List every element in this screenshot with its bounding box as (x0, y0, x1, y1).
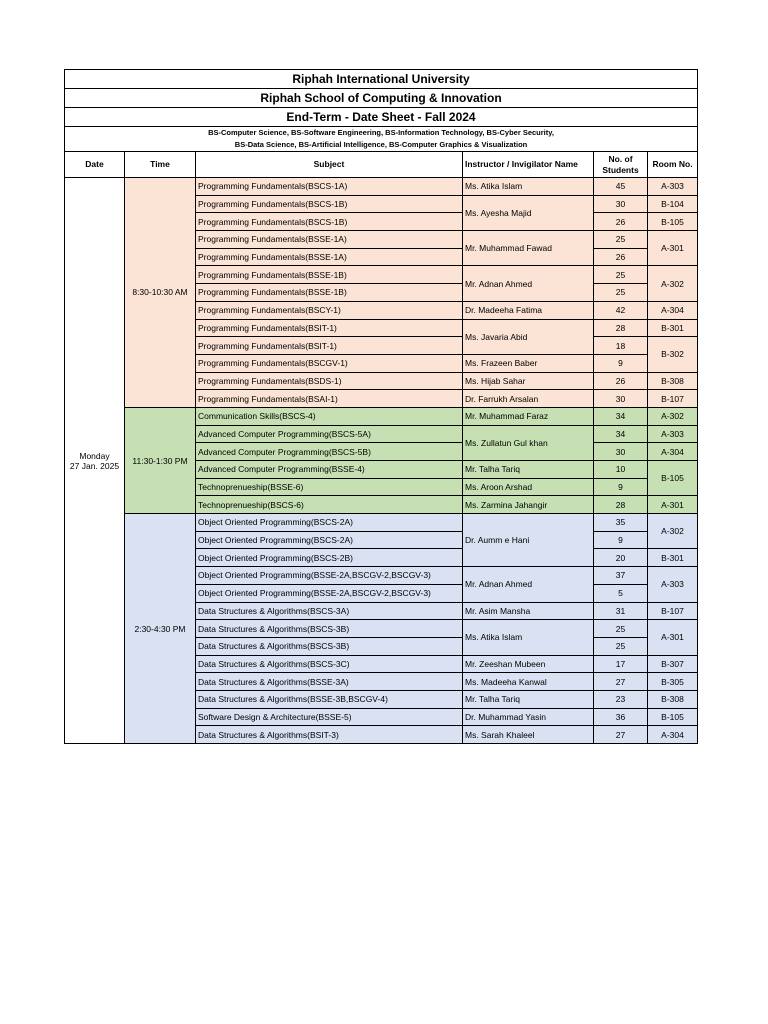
students-count-cell: 31 (594, 602, 648, 620)
time-column-header: Time (125, 152, 196, 178)
room-cell: B-105 (648, 213, 698, 231)
subject-cell: Advanced Computer Programming(BSSE-4) (196, 461, 463, 479)
room-cell: B-105 (648, 708, 698, 726)
programs-list (65, 127, 698, 152)
instructor-cell: Ms. Sarah Khaleel (463, 726, 594, 744)
students-header-line-2: Students (602, 164, 639, 175)
instructor-cell: Mr. Muhammad Fawad (463, 231, 594, 266)
instructor-cell: Ms. Frazeen Baber (463, 354, 594, 372)
students-count-cell: 30 (594, 195, 648, 213)
instructor-cell: Mr. Talha Tariq (463, 461, 594, 479)
subject-cell: Technoprenueship(BSSE-6) (196, 478, 463, 496)
students-count-cell: 36 (594, 708, 648, 726)
room-cell: A-303 (648, 425, 698, 443)
students-column-header (594, 152, 648, 178)
students-count-cell: 17 (594, 655, 648, 673)
room-cell: B-308 (648, 690, 698, 708)
subject-cell: Object Oriented Programming(BSSE-2A,BSCGV-2,BSCGV-3) (196, 584, 463, 602)
room-column-header: Room No. (648, 152, 698, 178)
instructor-cell: Mr. Asim Mansha (463, 602, 594, 620)
students-count-cell: 25 (594, 284, 648, 302)
subject-cell: Software Design & Architecture(BSSE-5) (196, 708, 463, 726)
subject-cell: Data Structures & Algorithms(BSSE-3A) (196, 673, 463, 691)
time-slot-cell: 8:30-10:30 AM (125, 178, 196, 408)
students-count-cell: 25 (594, 266, 648, 284)
time-slot-cell: 11:30-1:30 PM (125, 407, 196, 513)
students-header-line-1: No. of (608, 153, 633, 164)
date-sheet-table (64, 69, 698, 744)
subject-cell: Programming Fundamentals(BSCS-1A) (196, 178, 463, 196)
subject-cell: Data Structures & Algorithms(BSIT-3) (196, 726, 463, 744)
students-count-cell: 30 (594, 443, 648, 461)
room-cell: A-302 (648, 407, 698, 425)
university-title: Riphah International University (65, 70, 698, 89)
room-cell: A-302 (648, 266, 698, 301)
subject-cell: Communication Skills(BSCS-4) (196, 407, 463, 425)
room-cell: B-305 (648, 673, 698, 691)
students-count-cell: 20 (594, 549, 648, 567)
students-count-cell: 23 (594, 690, 648, 708)
room-cell: B-307 (648, 655, 698, 673)
date-column-header: Date (65, 152, 125, 178)
students-count-cell: 25 (594, 231, 648, 249)
students-count-cell: 10 (594, 461, 648, 479)
instructor-cell: Mr. Zeeshan Mubeen (463, 655, 594, 673)
column-header-row (65, 152, 698, 178)
exam-date: 27 Jan. 2025 (69, 460, 120, 471)
students-count-cell: 27 (594, 726, 648, 744)
students-count-cell: 35 (594, 514, 648, 532)
students-count-cell: 25 (594, 620, 648, 638)
room-cell: A-304 (648, 443, 698, 461)
subject-cell: Technoprenueship(BSCS-6) (196, 496, 463, 514)
subject-cell: Object Oriented Programming(BSCS-2A) (196, 514, 463, 532)
room-cell: B-301 (648, 549, 698, 567)
students-count-cell: 9 (594, 478, 648, 496)
students-count-cell: 27 (594, 673, 648, 691)
programs-line-2: BS-Data Science, BS-Artificial Intelligence, BS-Computer Graphics & Visualization (234, 140, 528, 149)
subject-cell: Programming Fundamentals(BSCGV-1) (196, 354, 463, 372)
instructor-cell: Mr. Adnan Ahmed (463, 567, 594, 602)
students-count-cell: 5 (594, 584, 648, 602)
instructor-cell: Dr. Muhammad Yasin (463, 708, 594, 726)
time-slot-cell: 2:30-4:30 PM (125, 514, 196, 744)
subject-cell: Programming Fundamentals(BSCY-1) (196, 301, 463, 319)
instructor-cell: Mr. Adnan Ahmed (463, 266, 594, 301)
subject-cell: Advanced Computer Programming(BSCS-5B) (196, 443, 463, 461)
programs-line-1: BS-Computer Science, BS-Software Engineering, BS-Information Technology, BS-Cyber Security, (208, 128, 554, 137)
room-cell: B-105 (648, 461, 698, 496)
subject-cell: Object Oriented Programming(BSCS-2B) (196, 549, 463, 567)
subject-cell: Programming Fundamentals(BSCS-1B) (196, 195, 463, 213)
subject-column-header: Subject (196, 152, 463, 178)
subject-cell: Advanced Computer Programming(BSCS-5A) (196, 425, 463, 443)
room-cell: A-304 (648, 301, 698, 319)
school-title: Riphah School of Computing & Innovation (65, 89, 698, 108)
subject-cell: Data Structures & Algorithms(BSCS-3C) (196, 655, 463, 673)
subject-cell: Programming Fundamentals(BSAI-1) (196, 390, 463, 408)
subject-cell: Programming Fundamentals(BSSE-1A) (196, 231, 463, 249)
subject-cell: Data Structures & Algorithms(BSSE-3B,BSCGV-4) (196, 690, 463, 708)
instructor-cell: Mr. Talha Tariq (463, 690, 594, 708)
weekday: Monday (79, 450, 110, 461)
room-cell: A-304 (648, 726, 698, 744)
students-count-cell: 25 (594, 637, 648, 655)
students-count-cell: 45 (594, 178, 648, 196)
students-count-cell: 9 (594, 354, 648, 372)
table-row (65, 407, 698, 425)
instructor-cell: Ms. Zarmina Jahangir (463, 496, 594, 514)
room-cell: B-107 (648, 602, 698, 620)
instructor-cell: Ms. Madeeha Kanwal (463, 673, 594, 691)
instructor-cell: Ms. Aroon Arshad (463, 478, 594, 496)
subject-cell: Object Oriented Programming(BSSE-2A,BSCGV-2,BSCGV-3) (196, 567, 463, 585)
room-cell: A-303 (648, 567, 698, 602)
instructor-column-header: Instructor / Invigilator Name (463, 152, 594, 178)
instructor-cell: Ms. Hijab Sahar (463, 372, 594, 390)
room-cell: B-308 (648, 372, 698, 390)
room-cell: B-104 (648, 195, 698, 213)
students-count-cell: 34 (594, 425, 648, 443)
students-count-cell: 42 (594, 301, 648, 319)
room-cell: A-301 (648, 620, 698, 655)
subject-cell: Programming Fundamentals(BSSE-1B) (196, 284, 463, 302)
students-count-cell: 18 (594, 337, 648, 355)
subject-cell: Programming Fundamentals(BSIT-1) (196, 337, 463, 355)
instructor-cell: Ms. Atika Islam (463, 620, 594, 655)
room-cell: B-302 (648, 337, 698, 372)
instructor-cell: Dr. Aumm e Hani (463, 514, 594, 567)
room-cell: B-301 (648, 319, 698, 337)
subject-cell: Programming Fundamentals(BSSE-1A) (196, 248, 463, 266)
room-cell: B-107 (648, 390, 698, 408)
table-row (65, 178, 698, 196)
instructor-cell: Dr. Farrukh Arsalan (463, 390, 594, 408)
subject-cell: Programming Fundamentals(BSDS-1) (196, 372, 463, 390)
students-count-cell: 28 (594, 319, 648, 337)
students-count-cell: 28 (594, 496, 648, 514)
students-count-cell: 37 (594, 567, 648, 585)
students-count-cell: 26 (594, 372, 648, 390)
subject-cell: Data Structures & Algorithms(BSCS-3B) (196, 620, 463, 638)
sheet-title: End-Term - Date Sheet - Fall 2024 (65, 108, 698, 127)
instructor-cell: Ms. Atika Islam (463, 178, 594, 196)
subject-cell: Programming Fundamentals(BSSE-1B) (196, 266, 463, 284)
room-cell: A-303 (648, 178, 698, 196)
table-row (65, 514, 698, 532)
instructor-cell: Mr. Muhammad Faraz (463, 407, 594, 425)
subject-cell: Object Oriented Programming(BSCS-2A) (196, 531, 463, 549)
room-cell: A-301 (648, 496, 698, 514)
students-count-cell: 30 (594, 390, 648, 408)
subject-cell: Data Structures & Algorithms(BSCS-3B) (196, 637, 463, 655)
students-count-cell: 9 (594, 531, 648, 549)
instructor-cell: Ms. Ayesha Majid (463, 195, 594, 230)
room-cell: A-301 (648, 231, 698, 266)
instructor-cell: Ms. Javaria Abid (463, 319, 594, 354)
subject-cell: Programming Fundamentals(BSCS-1B) (196, 213, 463, 231)
students-count-cell: 26 (594, 213, 648, 231)
students-count-cell: 26 (594, 248, 648, 266)
subject-cell: Programming Fundamentals(BSIT-1) (196, 319, 463, 337)
students-count-cell: 34 (594, 407, 648, 425)
exam-date-cell (65, 178, 125, 744)
instructor-cell: Dr. Madeeha Fatima (463, 301, 594, 319)
instructor-cell: Ms. Zullatun Gul khan (463, 425, 594, 460)
subject-cell: Data Structures & Algorithms(BSCS-3A) (196, 602, 463, 620)
room-cell: A-302 (648, 514, 698, 549)
